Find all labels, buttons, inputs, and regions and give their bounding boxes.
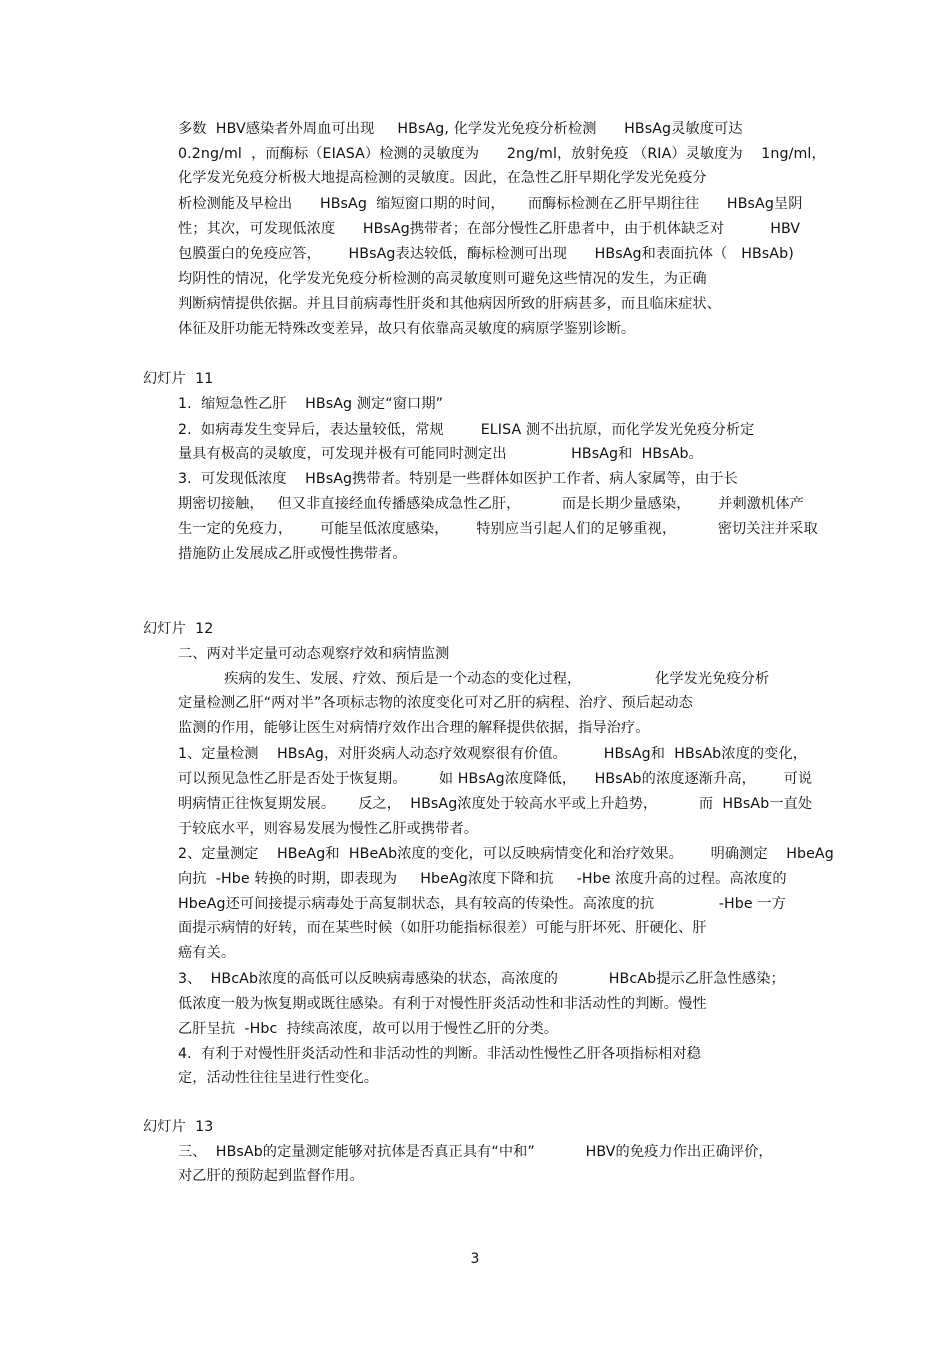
text-line: 疾病的发生、发展、疗效、预后是一个动态的变化过程， 化学发光免疫分析 bbox=[178, 671, 770, 687]
text-line: 期密切接触， 但又非直接经血传播感染成急性乙肝， 而是长期少量感染， 并刺激机体产 bbox=[178, 496, 804, 512]
text-line: 癌有关。 bbox=[178, 945, 236, 961]
text-line: 定，活动性往往呈进行性变化。 bbox=[178, 1070, 379, 1086]
page-number: 3 bbox=[470, 1251, 480, 1267]
text-line: 面提示病情的好转，而在某些时候（如肝功能指标很差）可能与肝坏死、肝硬化、肝 bbox=[178, 920, 707, 936]
text-line: 向抗 -Hbe 转换的时期，即表现为 HbeAg浓度下降和抗 -Hbe 浓度升高的过程。高浓度的 bbox=[178, 871, 787, 887]
text-line: 1. 缩短急性乙肝 HBsAg 测定“窗口期” bbox=[178, 396, 444, 412]
slide-heading: 幻灯片 13 bbox=[143, 1119, 214, 1135]
text-line: 明病情正往恢复期发展。 反之， HBsAg浓度处于较高水平或上升趋势， 而 HBsAb一直处 bbox=[178, 796, 813, 812]
text-line: HbeAg还可间接提示病毒处于高复制状态，具有较高的传染性。高浓度的抗 -Hbe 一方 bbox=[178, 896, 786, 912]
text-line: 性；其次，可发现低浓度 HBsAg携带者；在部分慢性乙肝患者中，由于机体缺乏对 HBV bbox=[178, 221, 801, 237]
text-line: 可以预见急性乙肝是否处于恢复期。 如 HBsAg浓度降低， HBsAb的浓度逐渐升高， 可说 bbox=[178, 771, 813, 787]
text-line: 析检测能及早检出 HBsAg 缩短窗口期的时间， 而酶标检测在乙肝早期往往 HBsAg呈阴 bbox=[178, 196, 803, 212]
text-line: 三、 HBsAb的定量测定能够对抗体是否真正具有“中和” HBV的免疫力作出正确评价， bbox=[178, 1144, 773, 1160]
text-line: 均阴性的情况，化学发光免疫分析检测的高灵敏度则可避免这些情况的发生，为正确 bbox=[178, 271, 707, 287]
text-line: 包膜蛋白的免疫应答， HBsAg表达较低，酶标检测可出现 HBsAg和表面抗体（ HBsAb) bbox=[178, 246, 794, 262]
text-line: 4. 有利于对慢性肝炎活动性和非活动性的判断。非活动性慢性乙肝各项指标相对稳 bbox=[178, 1046, 702, 1062]
text-line: 0.2ng/ml ，而酶标（EIASA）检测的灵敏度为 2ng/ml，放射免疫 （RIA）灵敏度为 1ng/ml， bbox=[178, 146, 826, 162]
text-line: 生一定的免疫力， 可能呈低浓度感染， 特别应当引起人们的足够重视， 密切关注并采取 bbox=[178, 521, 818, 537]
text-line: 多数 HBV感染者外周血可出现 HBsAg, 化学发光免疫分析检测 HBsAg灵敏度可达 bbox=[178, 121, 743, 137]
text-line: 定量检测乙肝“两对半”各项标志物的浓度变化可对乙肝的病程、治疗、预后起动态 bbox=[178, 695, 693, 711]
text-line: 化学发光免疫分析极大地提高检测的灵敏度。因此，在急性乙肝早期化学发光免疫分 bbox=[178, 170, 707, 186]
text-line: 于较底水平，则容易发展为慢性乙肝或携带者。 bbox=[178, 821, 479, 837]
text-line: 3、 HBcAb浓度的高低可以反映病毒感染的状态，高浓度的 HBcAb提示乙肝急性感染； bbox=[178, 971, 785, 987]
slide-heading: 幻灯片 11 bbox=[143, 371, 214, 387]
text-line: 3. 可发现低浓度 HBsAg携带者。特别是一些群体如医护工作者、病人家属等，由于长 bbox=[178, 471, 738, 487]
text-line: 措施防止发展成乙肝或慢性携带者。 bbox=[178, 546, 407, 562]
text-line: 判断病情提供依据。并且目前病毒性肝炎和其他病因所致的肝病甚多，而且临床症状、 bbox=[178, 296, 721, 312]
text-line: 2、定量测定 HBeAg和 HBeAb浓度的变化，可以反映病情变化和治疗效果。 明确测定 HbeAg bbox=[178, 846, 834, 862]
text-line: 监测的作用，能够让医生对病情疗效作出合理的解释提供依据，指导治疗。 bbox=[178, 720, 650, 736]
text-line: 量具有极高的灵敏度，可发现并极有可能同时测定出 HBsAg和 HBsAb。 bbox=[178, 446, 703, 462]
text-line: 1、定量检测 HBsAg，对肝炎病人动态疗效观察很有价值。 HBsAg和 HBsAb浓度的变化， bbox=[178, 746, 808, 762]
text-line: 乙肝呈抗 -Hbc 持续高浓度，故可以用于慢性乙肝的分类。 bbox=[178, 1021, 559, 1037]
section-subheading: 二、两对半定量可动态观察疗效和病情监测 bbox=[178, 646, 450, 662]
text-line: 对乙肝的预防起到监督作用。 bbox=[178, 1168, 364, 1184]
text-line: 低浓度一般为恢复期或既往感染。有利于对慢性肝炎活动性和非活动性的判断。慢性 bbox=[178, 996, 707, 1012]
text-line: 体征及肝功能无特殊改变差异，故只有依靠高灵敏度的病原学鉴别诊断。 bbox=[178, 321, 636, 337]
slide-heading: 幻灯片 12 bbox=[143, 621, 214, 637]
text-line: 2. 如病毒发生变异后，表达量较低，常规 ELISA 测不出抗原，而化学发光免疫分析定 bbox=[178, 422, 755, 438]
